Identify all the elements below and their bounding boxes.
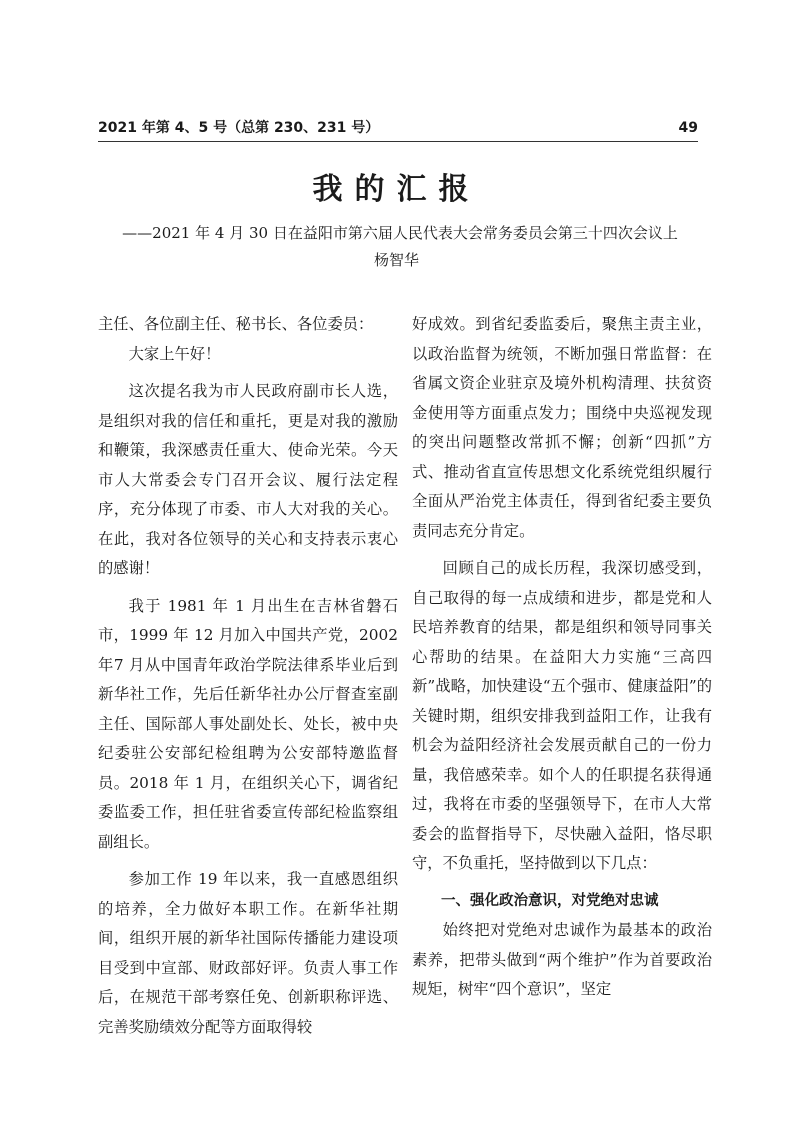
issue-info: 2021 年第 4、5 号（总第 230、231 号） (98, 120, 380, 136)
right-column (412, 310, 712, 1005)
running-header (98, 118, 698, 138)
paragraph: 回顾自己的成长历程，我深切感受到，自己取得的每一点成绩和进步，都是党和人民培养教育的结果，都是组织和领导同事关心帮助的结果。在益阳大力实施“三高四新”战略，加快建设“五个强市、健康益阳”的关键时期，组织安排我到益阳工作，让我有机会为益阳经济社会发展贡献自己的一份力量，我倍感荣幸。如个人的任职提名获得通过，我将在市委的坚强领导下，在市人大常委会的监督指导下，尽快融入益阳，恪尽职守，不负重托，坚持做到以下几点： (412, 559, 712, 872)
paragraph: 这次提名我为市人民政府副市长人选，是组织对我的信任和重托，更是对我的激励和鞭策，我深感责任重大、使命光荣。今天市人大常委会专门召开会议、履行法定程序，充分体现了市委、市人大对我的关心。在此，我对各位领导的关心和支持表示衷心的感谢！ (98, 382, 398, 577)
article-title: 我的汇报 (312, 172, 481, 207)
paragraph: 参加工作 19 年以来，我一直感恩组织的培养，全力做好本职工作。在新华社期间，组织开展的新华社国际传播能力建设项目受到中宣部、财政部好评。负责人事工作后，在规范干部考察任免、创新职称评选、完善奖励绩效分配等方面取得较 (98, 870, 398, 1036)
header-rule (98, 141, 698, 142)
article-subtitle: ——2021 年 4 月 30 日在益阳市第六届人民代表大会常务委员会第三十四次会议上 (122, 224, 678, 242)
paragraph: 始终把对党绝对忠诚作为最基本的政治素养，把带头做到“两个维护”作为首要政治规矩，树牢“四个意识”，坚定 (412, 921, 712, 998)
paragraph: 我于 1981 年 1 月出生在吉林省磐石市，1999 年 12 月加入中国共产党，2002 年7 月从中国青年政治学院法律系毕业后到新华社工作，先后任新华社办公厅督查室副主任、国际部人事处副处长、处长，被中央纪委驻公安部纪检组聘为公安部特邀监督员。2018 年 1 月，在组织关心下，调省纪委监委工作，担任驻省委宣传部纪检监察组副组长。 (98, 596, 398, 851)
left-column (98, 310, 398, 1042)
article-author: 杨智华 (373, 251, 419, 269)
page-number: 49 (678, 120, 698, 136)
paragraph: 好成效。到省纪委监委后，聚焦主责主业，以政治监督为统领，不断加强日常监督：在省属文资企业驻京及境外机构清理、扶贫资金使用等方面重点发力；围绕中央巡视发现的突出问题整改常抓不懈；创新“四抓”方式、推动省直宣传思想文化系统党组织履行全面从严治党主体责任，得到省纪委主要负责同志充分肯定。 (412, 315, 712, 540)
salutation: 主任、各位副主任、秘书长、各位委员： (98, 315, 374, 333)
greeting: 大家上午好！ (128, 344, 221, 363)
section-heading: 一、强化政治意识，对党绝对忠诚 (441, 892, 659, 909)
